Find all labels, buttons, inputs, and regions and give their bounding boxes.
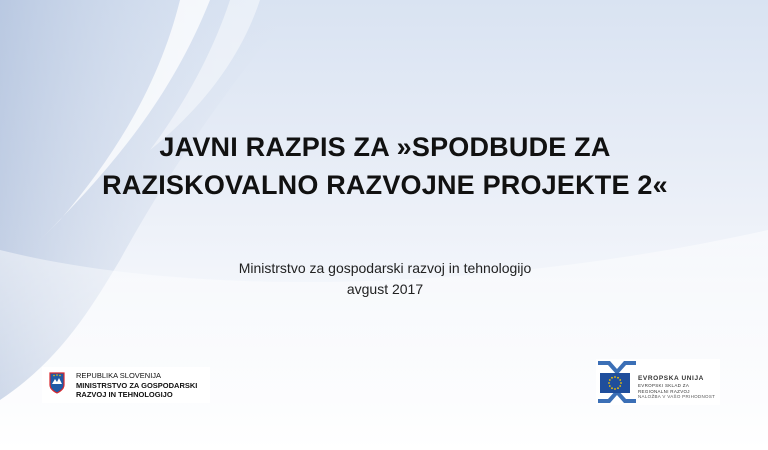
ministry-logo — [42, 367, 210, 403]
eu-fund-logo-text — [638, 375, 715, 400]
date-label: avgust 2017 — [346, 281, 424, 297]
slovenian-coat-of-arms-icon — [49, 372, 65, 394]
ministry-name: Ministrstvo za gospodarski razvoj in tehnologijo — [238, 260, 532, 276]
slide-title-line-2: RAZISKOVALNO RAZVOJNE PROJEKTE 2« — [102, 170, 668, 200]
slide-title-line-1: JAVNI RAZPIS ZA »SPODBUDE ZA — [159, 132, 611, 162]
ministry-logo-line-3: RAZVOJ IN TEHNOLOGIJO — [76, 390, 173, 399]
eu-logo-line-3: REGIONALNI RAZVOJ — [638, 388, 690, 394]
eu-fund-logo — [596, 359, 720, 405]
ministry-logo-text — [76, 371, 197, 400]
slide-subtitle — [150, 258, 620, 300]
eu-logo-line-4: NALOŽBA V VAŠO PRIHODNOST — [638, 394, 716, 399]
eu-logo-line-2: EVROPSKI SKLAD ZA — [638, 383, 690, 388]
eu-flag-icon — [600, 373, 630, 393]
eu-logo-line-1: EVROPSKA UNIJA — [638, 375, 704, 382]
ministry-logo-line-1: REPUBLIKA SLOVENIJA — [76, 371, 162, 380]
ministry-logo-line-2: MINISTRSTVO ZA GOSPODARSKI — [76, 380, 198, 390]
slide-title — [60, 128, 710, 204]
